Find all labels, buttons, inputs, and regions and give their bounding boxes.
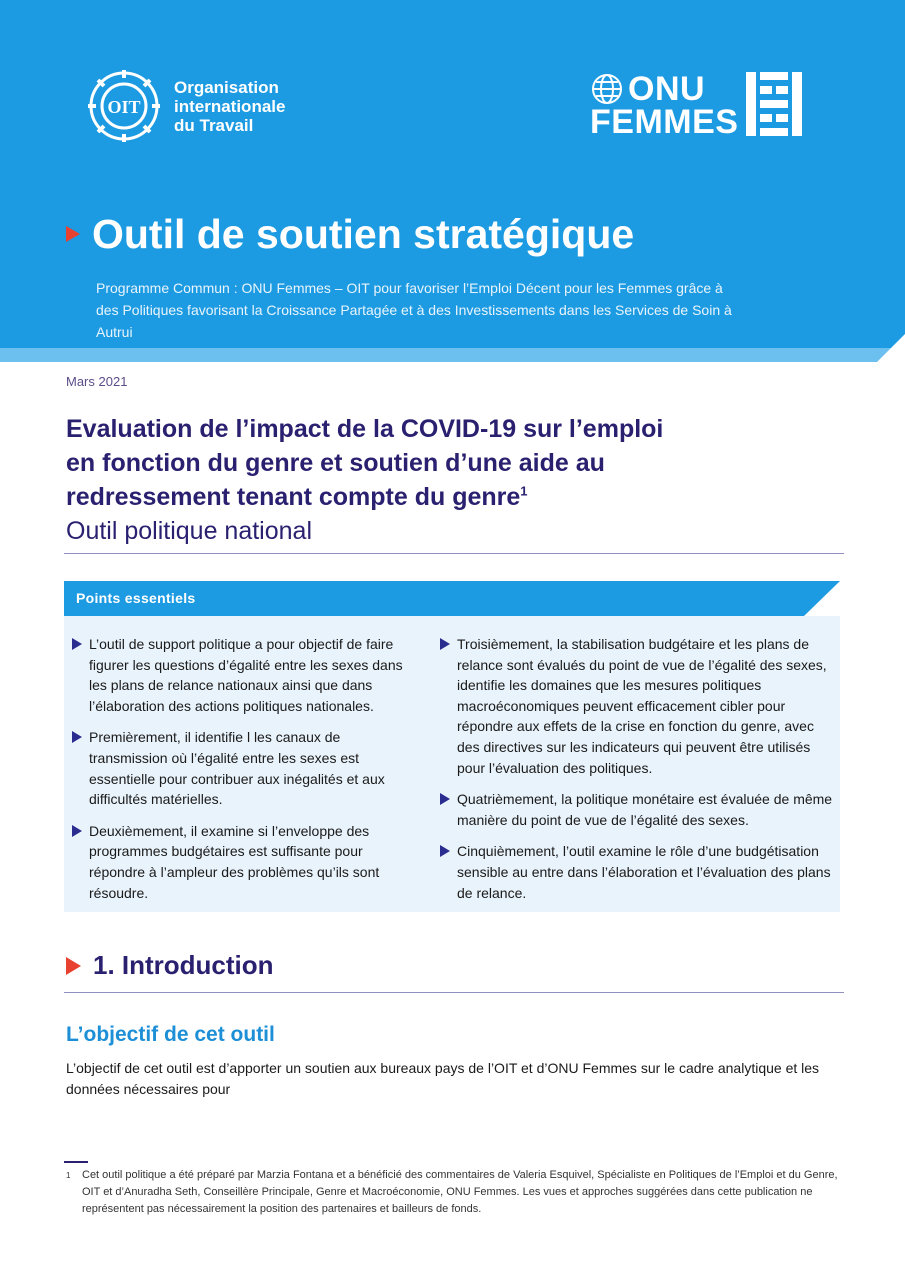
unwomen-line-2: FEMMES xyxy=(590,103,739,141)
svg-text:OIT: OIT xyxy=(107,97,141,117)
unwomen-wordmark xyxy=(590,69,739,141)
bullet-arrow-icon xyxy=(72,638,82,650)
bullet-arrow-icon xyxy=(440,793,450,805)
ilo-line-3: du Travail xyxy=(174,115,254,135)
bullet-arrow-icon xyxy=(440,845,450,857)
key-point: Cinquièmement, l’outil examine le rôle d’une budgétisation sensible au entre dans l’élaboration et l’évaluation des plans de relance. xyxy=(440,841,835,903)
title-divider xyxy=(64,553,844,554)
ilo-wordmark xyxy=(174,78,285,135)
unwomen-symbol-icon xyxy=(746,72,802,136)
title-marker-icon xyxy=(66,226,80,242)
key-point: Troisièmement, la stabilisation budgétaire et les plans de relance sont évalués du point de vue de l’égalité des sexes, identifie les domaines que les mesures politiques macroéconomiques peuvent efficacement cibler pour répondre aux effets de la crise en fonction du genre, avec des directives sur les indicateurs qui peuvent être utilisés pour l’évaluation des politiques. xyxy=(440,634,835,778)
key-point: Deuxièmement, il examine si l’enveloppe des programmes budgétaires est suffisante pour répondre à l’ampleur des problèmes qu’ils sont résoudre. xyxy=(72,821,422,903)
title-line-3: redressement tenant compte du genre$^1$ xyxy=(66,483,528,511)
publication-date: Mars 2021 xyxy=(66,374,128,389)
ilo-emblem-icon xyxy=(86,68,162,144)
subsection-heading: L’objectif de cet outil xyxy=(66,1023,275,1046)
main-title-text: Outil de soutien stratégique xyxy=(92,211,635,257)
footnote-ref[interactable]: 1 xyxy=(520,483,528,499)
key-points-left-column xyxy=(72,634,422,914)
footnote-mark: 1 xyxy=(66,1171,71,1180)
title-line-1: Evaluation de l’impact de la COVID-19 sur l’emploi xyxy=(66,415,664,443)
title-line-2: en fonction du genre et soutien d’une aide au xyxy=(66,449,605,477)
section-divider xyxy=(64,992,844,993)
unwomen-logo xyxy=(590,69,802,141)
bullet-arrow-icon xyxy=(440,638,450,650)
key-points-label: Points essentiels xyxy=(76,590,196,606)
unwomen-line-1: ONU xyxy=(628,69,706,108)
key-point: L’outil de support politique a pour objectif de faire figurer les questions d’égalité entre les sexes dans les plans de relance nationaux ainsi que dans l’élaboration des actions politiques nationales. xyxy=(72,634,422,716)
header-corner-cut xyxy=(877,334,905,362)
section-heading xyxy=(66,950,274,981)
key-points-header xyxy=(64,581,840,616)
header-stripe xyxy=(0,348,905,362)
bullet-arrow-icon xyxy=(72,825,82,837)
footnote-text: Cet outil politique a été préparé par Marzia Fontana et a bénéficié des commentaires de Valeria Esquivel, Spécialiste en Politiques de l’Emploi et du Genre, OIT et d’Anuradha Seth, Conseillère Principale, Genre et Macroéconomie, ONU Femmes. Les vues et approches suggérées dans cette publication ne représentent pas nécessairement la position des partenaires et bailleurs de fonds. xyxy=(82,1169,838,1215)
un-globe-icon xyxy=(590,72,624,106)
ilo-line-1: Organisation xyxy=(174,77,279,97)
header-banner xyxy=(0,0,905,362)
key-points-right-column xyxy=(440,634,835,914)
main-title xyxy=(66,208,634,260)
key-point: Premièrement, il identifie l les canaux de transmission où l’égalité entre les sexes est essentielle pour contribuer aux inégalités et aux difficultés matérielles. xyxy=(72,727,422,809)
bullet-arrow-icon xyxy=(72,731,82,743)
section-heading-text: 1. Introduction xyxy=(93,950,274,980)
footnote-divider xyxy=(64,1161,88,1163)
ilo-logo xyxy=(86,68,285,144)
key-points-box xyxy=(64,616,840,912)
key-point: Quatrièmement, la politique monétaire est évaluée de même manière du point de vue de l’égalité des sexes. xyxy=(440,789,835,830)
intro-paragraph: L’objectif de cet outil est d’apporter un soutien aux bureaux pays de l’OIT et d’ONU Femmes sur le cadre analytique et les données nécessaires pour xyxy=(66,1060,820,1097)
document-subtitle: Outil politique national xyxy=(66,517,312,545)
section-marker-icon xyxy=(66,957,81,975)
ilo-line-2: internationale xyxy=(174,96,286,116)
program-description: Programme Commun : ONU Femmes – OIT pour favoriser l’Emploi Décent pour les Femmes grâce à des Politiques favorisant la Croissance Partagée et à des Investissements dans les Services de Soin à Autrui xyxy=(96,280,732,340)
document-title xyxy=(66,412,786,548)
footnote xyxy=(66,1167,844,1218)
